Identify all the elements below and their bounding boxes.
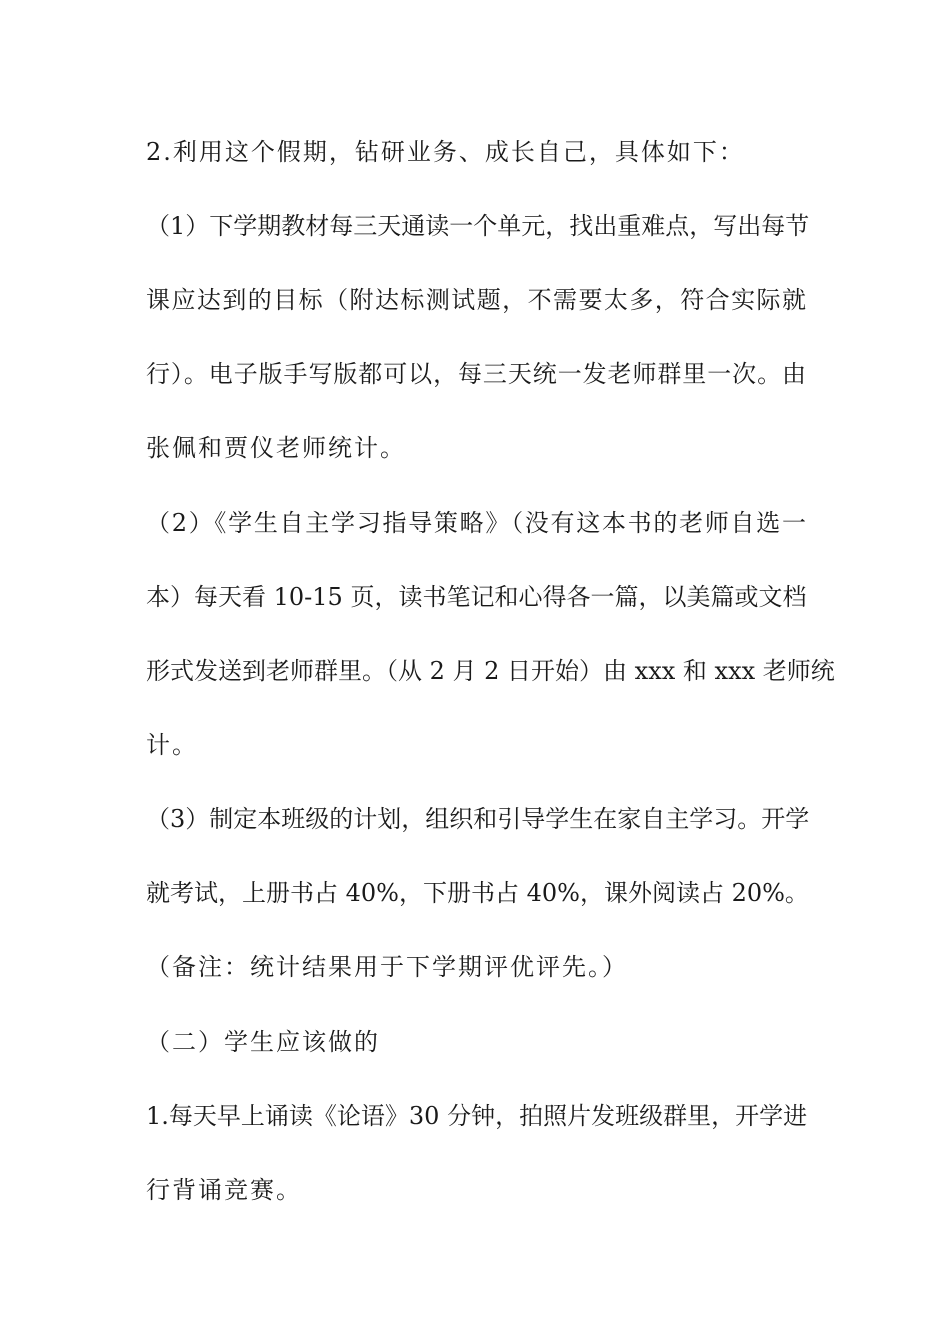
text-line-11: 就考试，上册书占 40%，下册书占 40%，课外阅读占 20%。 (146, 879, 809, 907)
text-line-12: （备注：统计结果用于下学期评优评先。） (146, 953, 628, 981)
text-line-10: （3）制定本班级的计划，组织和引导学生在家自主学习。开学 (146, 805, 810, 833)
text-line-5: 张佩和贾仪老师统计。 (146, 434, 406, 462)
section-heading: （二）学生应该做的 (146, 1028, 380, 1056)
text-line-6: （2）《学生自主学习指导策略》（没有这本书的老师自选一 (146, 509, 806, 537)
text-line-1: 2.利用这个假期，钻研业务、成长自己，具体如下： (146, 138, 745, 166)
text-line-14: 1.每天早上诵读《论语》30 分钟，拍照片发班级群里，开学进 (146, 1102, 808, 1130)
text-line-15: 行背诵竞赛。 (146, 1176, 302, 1204)
text-line-3: 课应达到的目标（附达标测试题，不需要太多，符合实际就 (146, 286, 806, 314)
text-line-7: 本）每天看 10-15 页，读书笔记和心得各一篇，以美篇或文档 (146, 583, 807, 611)
text-line-8: 形式发送到老师群里。（从 2 月 2 日开始）由 xxx 和 xxx 老师统 (146, 657, 835, 685)
text-line-4: 行）。电子版手写版都可以，每三天统一发老师群里一次。由 (146, 360, 806, 388)
text-line-2: （1）下学期教材每三天通读一个单元，找出重难点，写出每节 (146, 212, 810, 240)
text-line-9: 计。 (146, 731, 198, 759)
